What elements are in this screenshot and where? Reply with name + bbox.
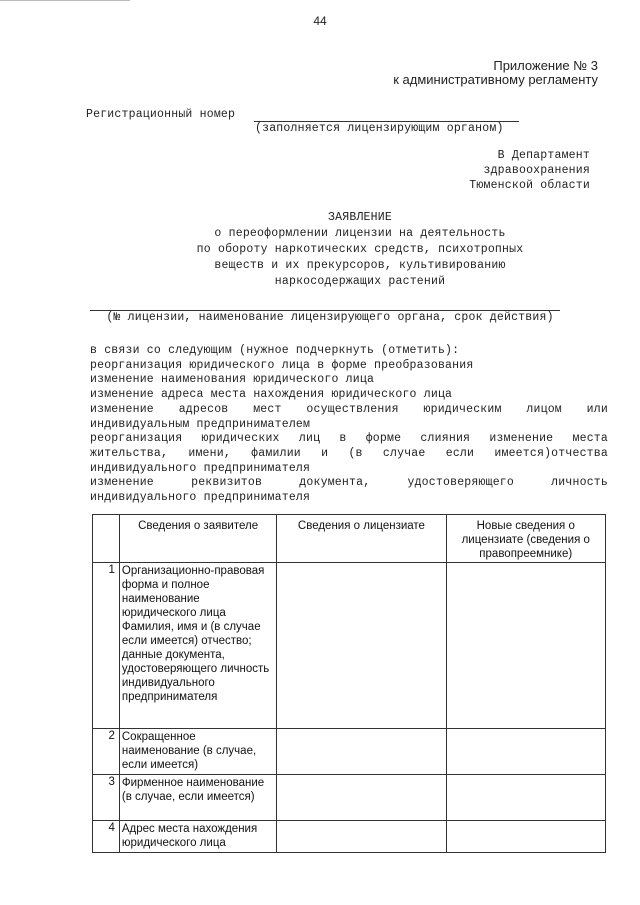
addressee-line: В Департамент — [497, 149, 590, 162]
header-licensee: Сведения о лицензиате — [277, 515, 446, 563]
registration-hint: (заполняется лицензирующим органом) — [255, 122, 504, 135]
header-new-info: Новые сведения о лицензиате (сведения о правопреемнике) — [446, 515, 606, 563]
licensee-cell[interactable] — [277, 563, 446, 729]
new-info-cell[interactable] — [446, 563, 606, 729]
new-info-cell[interactable] — [446, 775, 606, 821]
licensee-cell[interactable] — [277, 775, 446, 821]
statement-line: по обороту наркотических средств, психотропных — [196, 243, 524, 256]
reason-item: реорганизация юридических лиц в форме слияния изменение места — [90, 432, 608, 446]
statement-line: веществ и их прекурсоров, культивированию — [214, 259, 506, 272]
reason-item: индивидуальным предпринимателем — [90, 417, 311, 431]
row-number: 4 — [93, 821, 120, 853]
table-row — [93, 821, 606, 853]
table-header-row — [93, 515, 606, 563]
table-row — [93, 775, 606, 821]
reason-item: индивидуального предпринимателя — [90, 461, 311, 475]
header-num-cell — [93, 515, 120, 563]
reason-item: жительства, имени, фамилии и (в случае если имеется)отчества — [90, 446, 608, 460]
reason-item: изменение адресов мест осуществления юридическим лицом или — [90, 402, 608, 416]
statement-title: ЗАЯВЛЕНИЕ — [328, 211, 392, 224]
addressee-line: здравоохранения — [483, 164, 590, 177]
licensee-cell[interactable] — [277, 821, 446, 853]
table-row — [93, 563, 606, 729]
new-info-cell[interactable] — [446, 729, 606, 775]
addressee-block — [469, 148, 590, 193]
row-label: Организационно-правовая форма и полное наименование юридического лица Фамилия, имя и (в случае если имеется) отчество; данные документа, удостоверяющего личность индивидуального предпринимателя — [119, 563, 277, 729]
statement-line: наркосодержащих растений — [274, 275, 446, 288]
page-number: 44 — [313, 14, 327, 28]
statement-line: о переоформлении лицензии на деятельность — [214, 227, 506, 240]
table-row — [93, 729, 606, 775]
new-info-cell[interactable] — [446, 821, 606, 853]
reason-item: изменение адреса места нахождения юридического лица — [90, 388, 453, 402]
reason-item: изменение реквизитов документа, удостоверяющего личность — [90, 476, 608, 490]
row-number: 2 — [93, 729, 120, 775]
row-label: Сокращенное наименование (в случае, если имеется) — [119, 729, 277, 775]
statement-block — [150, 210, 570, 290]
reasons-intro: в связи со следующим (нужное подчеркнуть (отметить): — [90, 344, 460, 357]
addressee-line: Тюменской области — [469, 179, 590, 192]
row-label: Адрес места нахождения юридического лица — [119, 821, 277, 853]
header-applicant: Сведения о заявителе — [119, 515, 277, 563]
info-table — [92, 514, 606, 853]
reasons-list — [90, 344, 608, 506]
registration-label: Регистрационный номер — [86, 108, 236, 121]
top-edge-line — [0, 0, 130, 1]
reason-item: изменение наименования юридического лица — [90, 373, 375, 387]
reason-item: индивидуального предпринимателя — [90, 491, 311, 505]
appendix-subtitle: к административному регламенту — [393, 72, 598, 87]
appendix-title: Приложение № 3 — [493, 58, 598, 73]
row-label: Фирменное наименование (в случае, если имеется) — [119, 775, 277, 821]
row-number: 3 — [93, 775, 120, 821]
license-hint: (№ лицензии, наименование лицензирующего органа, срок действия) — [106, 311, 554, 324]
row-number: 1 — [93, 563, 120, 729]
reason-item: реорганизация юридического лица в форме преобразования — [90, 358, 474, 372]
licensee-cell[interactable] — [277, 729, 446, 775]
